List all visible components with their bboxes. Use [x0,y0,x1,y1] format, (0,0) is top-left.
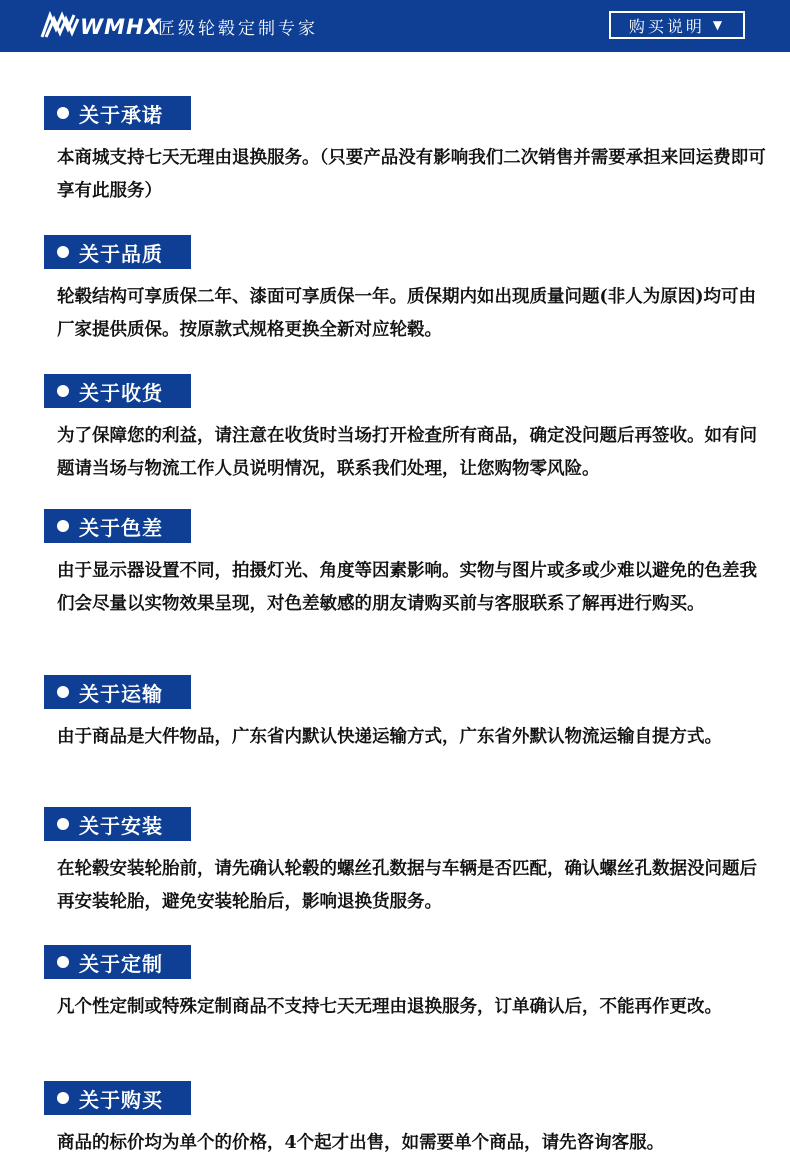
section-title: 关于购买 [79,1087,163,1112]
bullet-dot-icon [57,686,69,698]
bullet-dot-icon [57,107,69,119]
section-body-text: 由于显示器设置不同，拍摄灯光、角度等因素影响。实物与图片或多或少难以避免的色差我们会尽量以实物效果呈现，对色差敏感的朋友请购买前与客服联系了解再进行购买。 [57,561,757,614]
section-title: 关于收货 [79,380,163,405]
bullet-dot-icon [57,818,69,830]
section-title: 关于安装 [79,813,163,838]
section-title: 关于品质 [79,241,163,266]
section-title: 关于色差 [79,515,163,540]
top-banner [0,0,790,52]
bullet-dot-icon [57,956,69,968]
section-body-text: 为了保障您的利益，请注意在收货时当场打开检查所有商品，确定没问题后再签收。如有问题请当场与物流工作人员说明情况，联系我们处理，让您购物零风险。 [57,426,757,479]
section-title: 关于定制 [79,951,163,976]
section-heading [44,675,191,709]
section-heading [44,96,191,130]
wmhx-logo [40,9,162,41]
brand-tagline: 匠级轮毂定制专家 [158,19,318,39]
section-body-text: 商品的标价均为单个的价格，4个起才出售，如需要单个商品，请先咨询客服。 [57,1133,665,1153]
section-heading [44,235,191,269]
bullet-dot-icon [57,520,69,532]
section-heading [44,1081,191,1115]
section-body-text: 本商城支持七天无理由退换服务。（只要产品没有影响我们二次销售并需要承担来回运费即可享有此服务） [57,148,766,201]
section-heading [44,509,191,543]
section-body-text: 轮毂结构可享质保二年、漆面可享质保一年。质保期内如出现质量问题(非人为原因)均可由厂家提供质保。按原款式规格更换全新对应轮毂。 [57,287,757,340]
purchase-info-button[interactable] [609,11,745,39]
section-title: 关于运输 [79,681,163,706]
section-heading [44,374,191,408]
bullet-dot-icon [57,385,69,397]
section-heading [44,807,191,841]
section-body-text: 在轮毂安装轮胎前，请先确认轮毂的螺丝孔数据与车辆是否匹配，确认螺丝孔数据没问题后再安装轮胎，避免安装轮胎后，影响退换货服务。 [57,859,757,912]
logo-text: WMHX [80,15,162,39]
triangle-down-icon: ▼ [712,18,726,32]
section-heading [44,945,191,979]
section-body-text: 由于商品是大件物品，广东省内默认快递运输方式，广东省外默认物流运输自提方式。 [57,727,722,747]
purchase-info-label: 购买说明 [628,16,705,36]
section-body-text: 凡个性定制或特殊定制商品不支持七天无理由退换服务，订单确认后，不能再作更改。 [57,997,722,1017]
bullet-dot-icon [57,246,69,258]
bullet-dot-icon [57,1092,69,1104]
section-title: 关于承诺 [79,102,163,127]
